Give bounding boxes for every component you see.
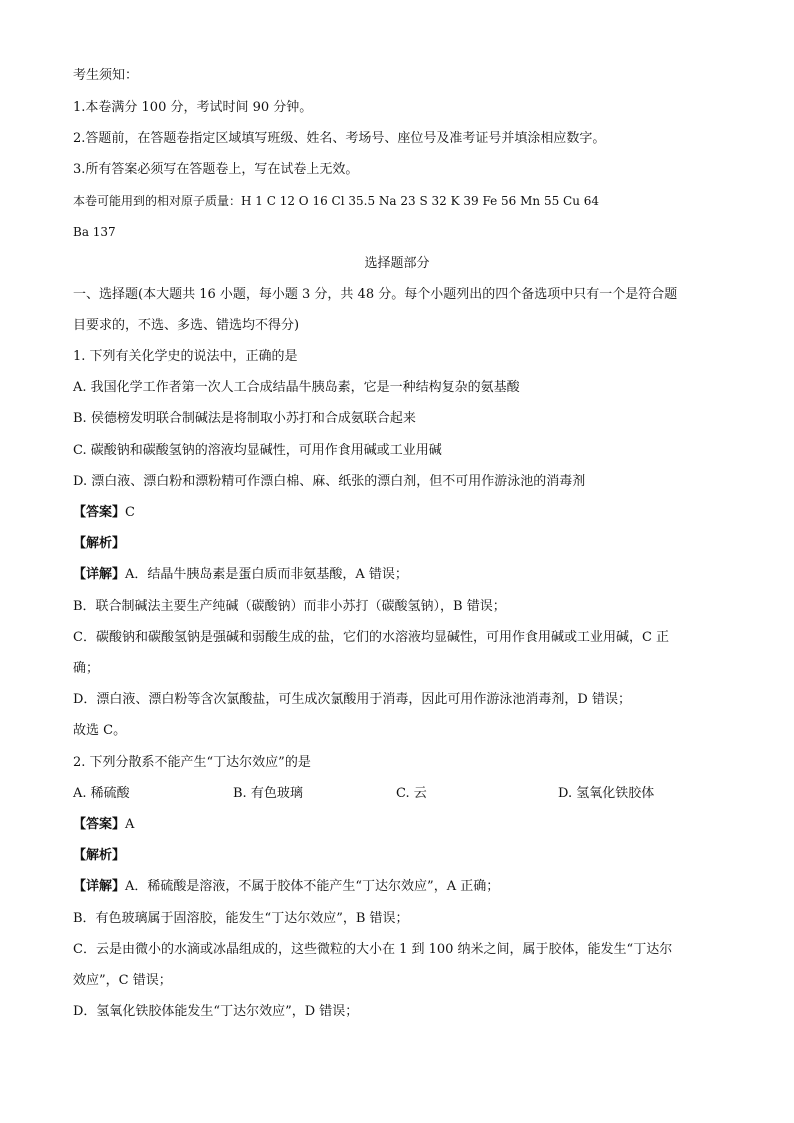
q1-stem: 1. 下列有关化学史的说法中，正确的是 (73, 349, 298, 364)
q2-option-d: D. 氢氧化铁胶体 (558, 786, 655, 801)
notice-item-1: 1.本卷满分 100 分，考试时间 90 分钟。 (73, 100, 313, 115)
q1-option-b: B. 侯德榜发明联合制碱法是将制取小苏打和合成氨联合起来 (73, 411, 416, 426)
answer-label: 【答案】 (73, 817, 126, 832)
q2-option-a: A. 稀硫酸 (73, 786, 130, 801)
q2-answer-value: A (125, 817, 135, 832)
answer-label: 【答案】 (73, 505, 126, 520)
analysis-label: 【解析】 (73, 848, 126, 863)
q1-detail-line-2: B．联合制碱法主要生产纯碱（碳酸钠）而非小苏打（碳酸氢钠），B 错误； (73, 599, 506, 614)
part-intro-line-2: 目要求的，不选、多选、错选均不得分) (73, 318, 300, 333)
q2-answer (73, 815, 134, 835)
q2-detail-line-4: 效应”，C 错误； (73, 973, 172, 988)
q1-detail-line-5: D．漂白液、漂白粉等含次氯酸盐，可生成次氯酸用于消毒，因此可用作游泳池消毒剂，D 错误； (73, 692, 631, 707)
q1-answer (73, 503, 135, 523)
q2-detail-line-2: B．有色玻璃属于固溶胶，能发生“丁达尔效应”，B 错误； (73, 911, 409, 926)
notice-item-3: 3.所有答案必须写在答题卷上，写在试卷上无效。 (73, 162, 359, 177)
q1-analysis-label (73, 534, 125, 554)
q1-conclusion: 故选 C。 (73, 723, 127, 738)
q2-analysis-label (73, 846, 125, 866)
q1-option-a: A. 我国化学工作者第一次人工合成结晶牛胰岛素，它是一种结构复杂的氨基酸 (73, 380, 520, 395)
q1-option-c: C. 碳酸钠和碳酸氢钠的溶液均显碱性，可用作食用碱或工业用碱 (73, 443, 442, 458)
q1-option-d: D. 漂白液、漂白粉和漂粉精可作漂白棉、麻、纸张的漂白剂，但不可用作游泳池的消毒剂 (73, 474, 586, 489)
q2-detail-line-5: D．氢氧化铁胶体能发生“丁达尔效应”，D 错误； (73, 1004, 359, 1019)
q1-answer-value: C (125, 505, 135, 520)
analysis-label: 【解析】 (73, 536, 126, 551)
section-title: 选择题部分 (364, 256, 430, 271)
detail-label: 【详解】 (73, 879, 126, 894)
q1-detail-line-4: 确； (73, 661, 100, 676)
q1-detail-first: A．结晶牛胰岛素是蛋白质而非氨基酸，A 错误； (125, 567, 408, 582)
detail-label: 【详解】 (73, 567, 126, 582)
atomic-mass-line-continued: Ba 137 (73, 225, 116, 239)
q1-detail-line-3: C．碳酸钠和碳酸氢钠是强碱和弱酸生成的盐，它们的水溶液均显碱性，可用作食用碱或工业用碱，C 正 (73, 630, 670, 645)
q2-detail-line-1 (73, 877, 499, 897)
part-intro-line-1: 一、选择题(本大题共 16 小题，每小题 3 分，共 48 分。每个小题列出的四个备选项中只有一个是符合题 (73, 287, 678, 302)
q2-detail-first: A．稀硫酸是溶液，不属于胶体不能产生“丁达尔效应”，A 正确； (125, 879, 500, 894)
q1-detail-line-1 (73, 565, 408, 585)
atomic-mass-line: 本卷可能用到的相对原子质量：H 1 C 12 O 16 Cl 35.5 Na 23 S 32 K 39 Fe 56 Mn 55 Cu 64 (73, 194, 600, 208)
notice-item-2: 2.答题前，在答题卷指定区域填写班级、姓名、考场号、座位号及准考证号并填涂相应数字。 (73, 131, 606, 146)
q2-option-c: C. 云 (396, 786, 427, 801)
q2-stem: 2. 下列分散系不能产生“丁达尔效应”的是 (73, 755, 311, 770)
q2-detail-line-3: C．云是由微小的水滴或冰晶组成的，这些微粒的大小在 1 到 100 纳米之间，属于胶体，能发生“丁达尔 (73, 942, 673, 957)
notice-title: 考生须知： (73, 68, 139, 83)
q2-option-b: B. 有色玻璃 (233, 786, 303, 801)
